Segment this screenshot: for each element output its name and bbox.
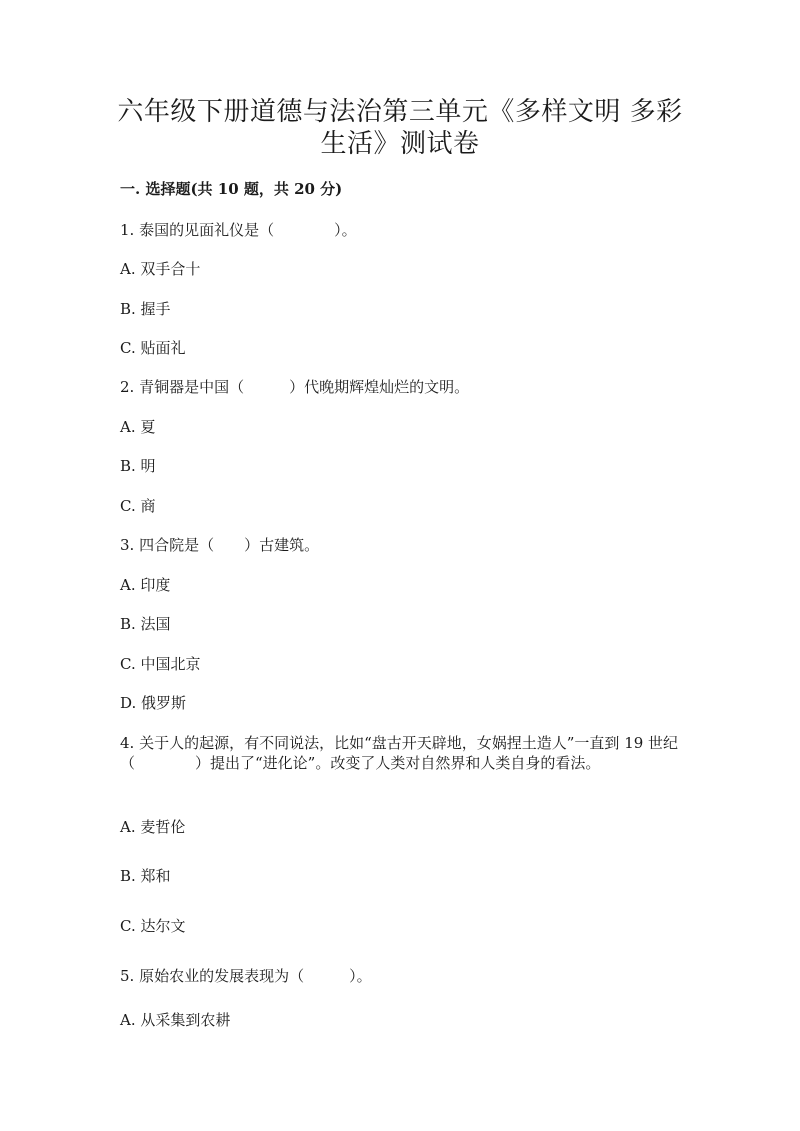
question-1-stem: 1. 泰国的见面礼仪是（ ）。 <box>120 221 357 239</box>
question-2-option-a: A. 夏 <box>120 418 156 436</box>
question-1-option-a: A. 双手合十 <box>120 260 201 278</box>
question-2-option-c: C. 商 <box>120 497 156 515</box>
question-3-option-c: C. 中国北京 <box>120 655 201 673</box>
question-4-option-c: C. 达尔文 <box>120 917 186 935</box>
question-3-stem: 3. 四合院是（ ）古建筑。 <box>120 536 320 554</box>
question-5-stem: 5. 原始农业的发展表现为（ ）。 <box>120 967 372 985</box>
question-3-option-b: B. 法国 <box>120 615 171 633</box>
question-2-stem: 2. 青铜器是中国（ ）代晚期辉煌灿烂的文明。 <box>120 378 470 396</box>
question-3-option-a: A. 印度 <box>120 576 171 594</box>
question-1-option-b: B. 握手 <box>120 300 171 318</box>
question-4-stem: 4. 关于人的起源，有不同说法，比如“盘古开天辟地，女娲捏土造人”一直到 19 世纪（ ）提出了“进化论”。改变了人类对自然界和人类自身的看法。 <box>120 734 679 772</box>
question-5-option-a: A. 从采集到农耕 <box>120 1011 231 1029</box>
section-heading: 一. 选择题(共 10 题，共 20 分) <box>120 180 343 198</box>
page-title: 六年级下册道德与法治第三单元《多样文明 多彩生活》测试卷 <box>117 97 683 159</box>
question-4-option-a: A. 麦哲伦 <box>120 818 186 836</box>
question-3-option-d: D. 俄罗斯 <box>120 694 187 712</box>
question-2-option-b: B. 明 <box>120 457 156 475</box>
question-4-option-b: B. 郑和 <box>120 867 171 885</box>
question-1-option-c: C. 贴面礼 <box>120 339 186 357</box>
